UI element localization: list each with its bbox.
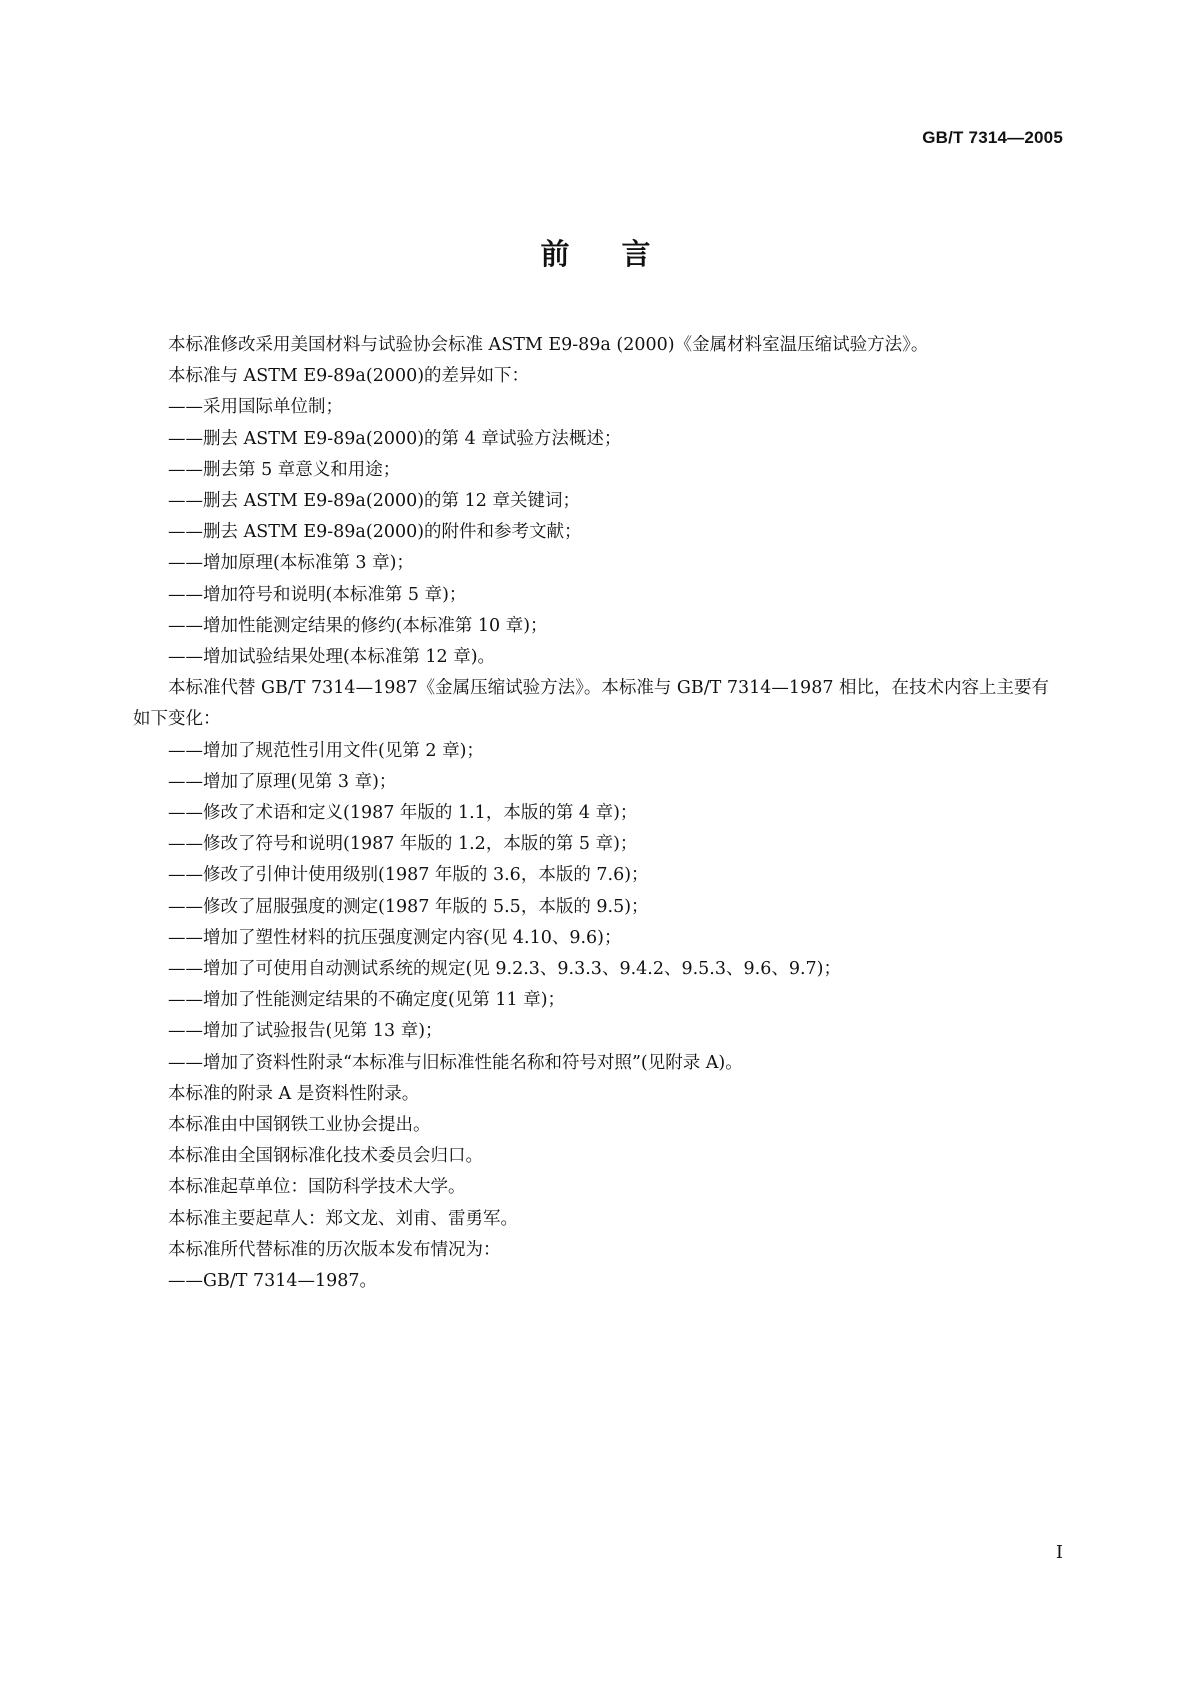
change-item: ——增加了塑性材料的抗压强度测定内容(见 4.10、9.6)； [168,927,622,948]
drafting-organization: 本标准起草单位：国防科学技术大学。 [168,1177,466,1198]
committee-statement: 本标准由全国钢标准化技术委员会归口。 [168,1146,483,1167]
difference-item: ——增加试验结果处理(本标准第 12 章)。 [168,647,496,668]
change-item: ——增加了原理(见第 3 章)； [168,771,397,792]
change-item: ——增加了可使用自动测试系统的规定(见 9.2.3、9.3.3、9.4.2、9.5.3、9.6、9.7)； [168,959,841,980]
difference-item: ——增加原理(本标准第 3 章)； [168,553,414,574]
differences-intro: 本标准与 ASTM E9-89a(2000)的差异如下： [168,366,530,387]
difference-item: ——增加性能测定结果的修约(本标准第 10 章)； [168,615,548,636]
proposer-statement: 本标准由中国钢铁工业协会提出。 [168,1115,431,1136]
drafters: 本标准主要起草人：郑文龙、刘甫、雷勇军。 [168,1208,518,1229]
foreword-body [133,330,1065,1297]
change-item: ——增加了规范性引用文件(见第 2 章)； [168,740,484,761]
standard-number: GB/T 7314—2005 [922,128,1063,147]
change-item: ——修改了符号和说明(1987 年版的 1.2，本版的第 5 章)； [168,834,638,855]
history-item: ——GB/T 7314—1987。 [168,1271,378,1292]
change-item: ——增加了试验报告(见第 13 章)； [168,1021,443,1042]
history-intro: 本标准所代替标准的历次版本发布情况为： [168,1239,501,1260]
adoption-statement: 本标准修改采用美国材料与试验协会标准 ASTM E9-89a (2000)《金属材料室温压缩试验方法》。 [168,335,929,355]
change-item: ——修改了屈服强度的测定(1987 年版的 5.5，本版的 9.5)； [168,896,649,917]
difference-item: ——采用国际单位制； [168,397,343,418]
replacement-statement: 本标准代替 GB/T 7314—1987《金属压缩试验方法》。本标准与 GB/T 7314—1987 相比，在技术内容上主要有如下变化： [133,678,1050,730]
difference-item: ——增加符号和说明(本标准第 5 章)； [168,584,467,605]
page-number: I [1055,1542,1063,1563]
difference-item: ——删去 ASTM E9-89a(2000)的第 12 章关键词； [168,491,580,512]
annex-note: 本标准的附录 A 是资料性附录。 [168,1083,420,1104]
change-item: ——增加了性能测定结果的不确定度(见第 11 章)； [168,990,566,1011]
change-item: ——修改了引伸计使用级别(1987 年版的 3.6，本版的 7.6)； [168,865,649,886]
change-item: ——修改了术语和定义(1987 年版的 1.1，本版的第 4 章)； [168,803,638,824]
difference-item: ——删去 ASTM E9-89a(2000)的第 4 章试验方法概述； [168,428,622,449]
change-item: ——增加了资料性附录“本标准与旧标准性能名称和符号对照”(见附录 A)。 [168,1052,743,1073]
page-title: 前言 [540,237,703,271]
difference-item: ——删去第 5 章意义和用途； [168,459,401,480]
difference-item: ——删去 ASTM E9-89a(2000)的附件和参考文献； [168,522,582,543]
